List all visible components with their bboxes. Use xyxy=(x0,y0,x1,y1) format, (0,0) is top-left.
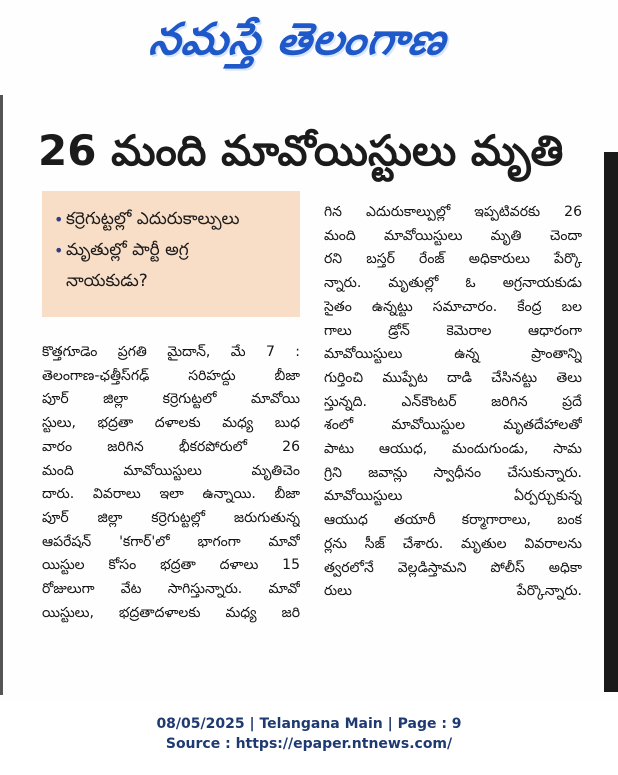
column-line: గాలు డ్రోన్ కెమెరాల ఆధారంగా xyxy=(324,322,582,339)
source-footer xyxy=(0,714,618,754)
column-line: మంది మావోయిస్టులు మృతి చెందా xyxy=(324,227,582,244)
column-line: వారం జరిగిన భీకరపోరులో 26 xyxy=(42,438,300,455)
column-line: గిన ఎదురుకాల్పుల్లో ఇప్పటివరకు 26 xyxy=(324,204,582,220)
column-line: మంది మావోయిస్టులు మృతిచెం xyxy=(42,462,300,479)
column-line: స్టులు, భద్రతా దళాలకు మధ్య బుధ xyxy=(42,415,300,432)
column-line: రని బస్తర్ రేంజ్ అధికారులు పేర్కొ xyxy=(324,251,582,268)
column-line: పూర్ జిల్లా కర్రెగుట్టలో మావోయి xyxy=(42,391,300,408)
highlight-text xyxy=(66,204,239,235)
column-line: పాటు ఆయుధ, మందుగుండు, సామ xyxy=(324,441,582,458)
highlight-text xyxy=(66,235,189,297)
highlight-line: నాయకుడు? xyxy=(66,271,148,291)
column-line: న్నారు. మృతుల్లో ఓ అగ్రనాయకుడు xyxy=(324,275,582,292)
article-column-left xyxy=(42,341,300,625)
column-line: సైతం ఉన్నట్టు సమాచారం. కేంద్ర బల xyxy=(324,298,582,315)
column-line: గుర్తించి ముప్పేట దాడి చేసినట్టు తెలు xyxy=(324,369,582,386)
column-line: ఆపరేషన్ 'కగార్'లో భాగంగా మావో xyxy=(42,533,300,550)
column-line: స్తున్నది. ఎన్‌కౌంటర్ జరిగిన ప్రదే xyxy=(324,393,582,410)
column-line: పూర్ జిల్లా కర్రెగుట్టల్లో జరుగుతున్న xyxy=(42,509,300,526)
column-line: రులు పేర్కొన్నారు. xyxy=(324,583,582,600)
highlight-item xyxy=(54,235,288,297)
bullet-icon: • xyxy=(54,210,64,229)
column-line: మావోయిస్టులు ఉన్న ప్రాంతాన్ని xyxy=(324,346,582,363)
bullet-icon: • xyxy=(54,241,64,260)
column-line: తెలంగాణ-ఛత్తీస్‌గఢ్ సరిహద్దు బీజా xyxy=(42,367,300,384)
right-page-edge xyxy=(604,152,618,692)
highlight-line: మృతుల్లో పార్టీ అగ్ర xyxy=(66,240,189,260)
column-line: దారు. వివరాలు ఇలా ఉన్నాయి. బీజా xyxy=(42,486,300,503)
highlight-item xyxy=(54,204,288,235)
left-page-edge xyxy=(0,95,3,695)
column-line: గ్రిని జవాన్లు స్వాధీనం చేసుకున్నారు. xyxy=(324,464,582,481)
column-line: యిస్టుల కోసం భద్రతా దళాలు 15 xyxy=(42,557,300,574)
column-line: రోజులుగా వేట సాగిస్తున్నారు. మావో xyxy=(42,581,300,598)
column-line: యిస్టులు, భద్రతాదళాలకు మధ్య జరి xyxy=(42,604,300,621)
column-line: కొత్తగూడెం ప్రగతి మైదాన్, మే 7 : xyxy=(42,344,300,360)
column-line: త్వరలోనే వెల్లడిస్తామని పోలీస్ అధికా xyxy=(324,559,582,576)
masthead-title: నమస్తే తెలంగాణ xyxy=(146,14,450,65)
highlight-line: కర్రెగుట్టల్లో ఎదురుకాల్పులు xyxy=(66,209,240,229)
column-line: శంలో మావోయిస్టుల మృతదేహాలతో xyxy=(324,417,582,434)
column-line: ర్లను సీజ్ చేశారు. మృతుల వివరాలను xyxy=(324,535,582,552)
article-headline: 26 మంది మావోయిస్టులు మృతి xyxy=(38,126,564,175)
column-line: ఆయుధ తయారీ కర్మాగారాలు, బంక xyxy=(324,512,582,529)
article-column-right xyxy=(324,201,582,604)
footer-edition-line: 08/05/2025 | Telangana Main | Page : 9 xyxy=(156,716,462,732)
column-line: మావోయిస్టులు ఏర్పర్చుకున్న xyxy=(324,488,582,505)
footer-source-line: Source : https://epaper.ntnews.com/ xyxy=(165,736,453,752)
highlights-box xyxy=(42,191,300,317)
